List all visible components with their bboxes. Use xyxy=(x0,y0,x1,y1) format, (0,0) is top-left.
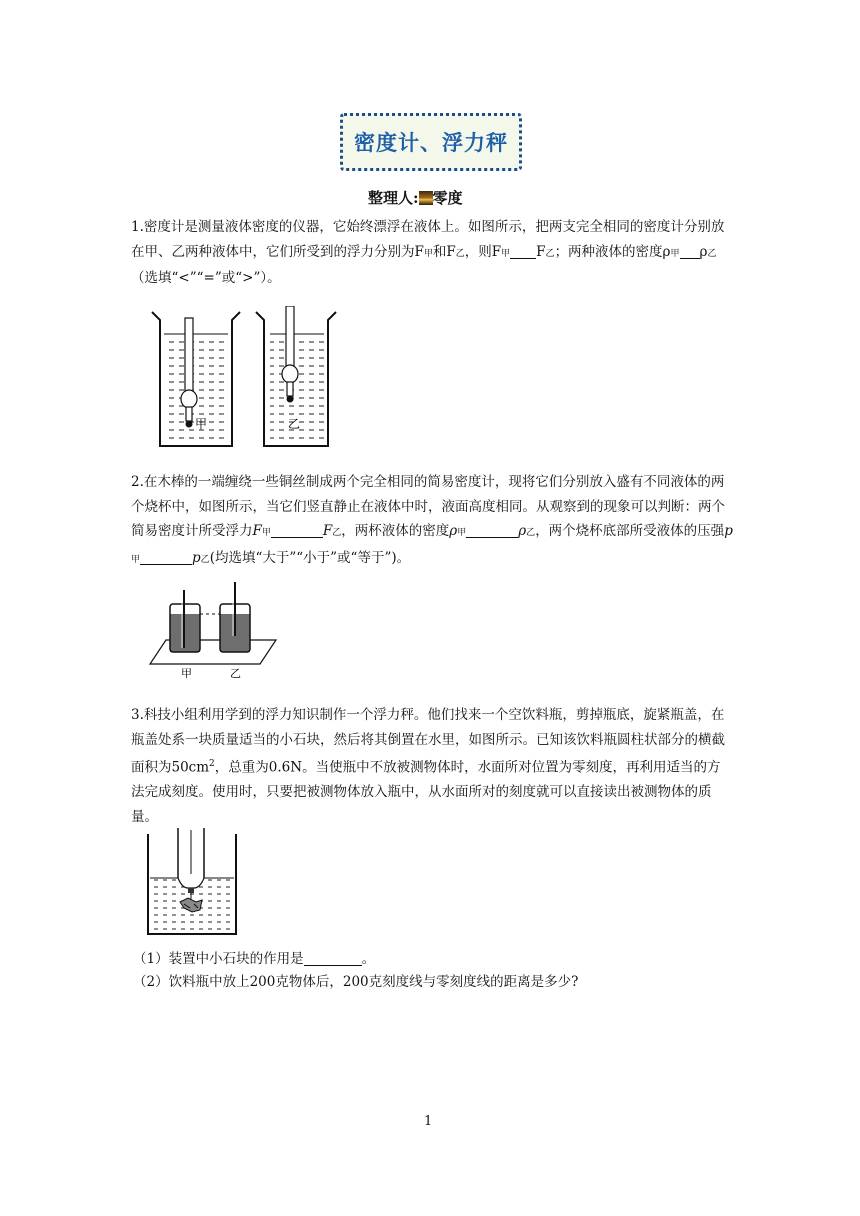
question-1 xyxy=(131,215,733,291)
q2-symbol: F xyxy=(322,523,333,539)
sunset-icon xyxy=(419,191,433,205)
q3-sub1-text: （1）装置中小石块的作用是 xyxy=(133,951,304,967)
title-box xyxy=(340,113,522,171)
q3-sup: 2 xyxy=(209,759,215,769)
answer-blank[interactable] xyxy=(466,521,518,538)
q3-sub1-end: 。 xyxy=(361,951,376,967)
q1-text-6: ρ xyxy=(699,243,708,260)
q3-text-1: 3.科技小组利用学到的浮力知识制作一个浮力秤。他们找来一个空饮料瓶，剪掉瓶底，旋紧瓶盖，在瓶盖处系一块质量适当的小石块，然后将其倒置在水里，如图所示。已知该饮料瓶圆柱状部分的横截面积为50cm xyxy=(131,707,725,776)
q2-text-2: ，两杯液体的密度 xyxy=(341,523,450,539)
author-line xyxy=(368,187,463,208)
q1-text-7: （选填“<”“=”或“>”）。 xyxy=(131,270,281,286)
q3-text-2: ，总重为0.6N。当使瓶中不放被测物体时，水面所对位置为零刻度，再利用适当的方法完成刻度。使用时，只要把被测物体放入瓶中，从水面所对的刻度就可以直接读出被测物体的质量。 xyxy=(131,759,721,825)
q2-text-1: 2.在木棒的一端缠绕一些铜丝制成两个完全相同的简易密度计，现将它们分别放入盛有不同液体的两个烧杯中，如图所示，当它们竖直静止在液体中时，液面高度相同。从观察到的现象可以判断：两个简易密度计所受浮力 xyxy=(131,474,725,539)
q2-symbol: ρ xyxy=(518,523,527,539)
q1-sub: 甲 xyxy=(423,248,433,259)
question-2 xyxy=(131,470,733,572)
q1-text-3: ，则F xyxy=(464,243,502,260)
q2-symbol: p xyxy=(724,523,733,539)
q1-sub: 乙 xyxy=(545,248,555,259)
q2-sub: 乙 xyxy=(526,528,536,538)
beaker-jia xyxy=(152,312,240,446)
cup-yi xyxy=(220,582,250,652)
q2-symbol: ρ xyxy=(449,523,458,539)
q1-sub: 乙 xyxy=(707,248,717,259)
q1-sub: 乙 xyxy=(455,248,465,259)
fig2-label-jia: 甲 xyxy=(181,667,192,680)
beaker-yi xyxy=(256,306,336,446)
page-number: 1 xyxy=(424,1114,433,1129)
q1-text-4: F xyxy=(536,243,546,260)
hydrometer-figure-2 xyxy=(148,580,278,680)
q2-sub: 甲 xyxy=(261,528,271,538)
answer-blank[interactable] xyxy=(680,242,700,259)
q2-sub: 甲 xyxy=(457,528,467,538)
hydrometer-figure-1 xyxy=(148,306,338,452)
buoyancy-scale-figure xyxy=(144,828,240,938)
q1-sub: 甲 xyxy=(501,248,511,259)
q1-sub: 甲 xyxy=(670,248,680,259)
q2-symbol: F xyxy=(252,523,262,539)
fig1-label-yi: 乙 xyxy=(288,417,301,431)
question-3-part-2: （2）饮料瓶中放上200克物体后，200克刻度线与零刻度线的距离是多少? xyxy=(133,974,579,990)
answer-blank[interactable] xyxy=(510,242,536,259)
q2-sub: 乙 xyxy=(332,528,342,538)
q1-text-5: ；两种液体的密度ρ xyxy=(554,243,671,260)
q1-text-1: 1.密度计是测量液体密度的仪器，它始终漂浮在液体上。如图所示，把两支完全相同的密度计分别放在甲、乙两种液体中，它们所受到的浮力分别为F xyxy=(131,219,725,260)
fig2-label-yi: 乙 xyxy=(230,667,241,680)
page-title: 密度计、浮力秤 xyxy=(354,130,508,155)
fig1-label-jia: 甲 xyxy=(195,417,208,431)
q2-sub: 乙 xyxy=(200,554,210,565)
author-prefix: 整理人: xyxy=(368,189,419,207)
answer-blank[interactable] xyxy=(271,521,323,538)
q2-sub: 甲 xyxy=(131,554,141,565)
answer-blank[interactable] xyxy=(304,949,362,966)
q2-symbol: p xyxy=(192,549,201,566)
cup-jia xyxy=(170,590,200,652)
q2-text-3: ，两个烧杯底部所受液体的压强 xyxy=(535,523,725,539)
author-name: 零度 xyxy=(432,189,463,207)
answer-blank[interactable] xyxy=(140,548,192,565)
q2-text-4: (均选填“大于”“小于”或“等于”)。 xyxy=(209,549,411,566)
question-3 xyxy=(131,703,733,829)
question-3-part-1 xyxy=(133,948,375,970)
q1-text-2: 和F xyxy=(432,243,456,260)
